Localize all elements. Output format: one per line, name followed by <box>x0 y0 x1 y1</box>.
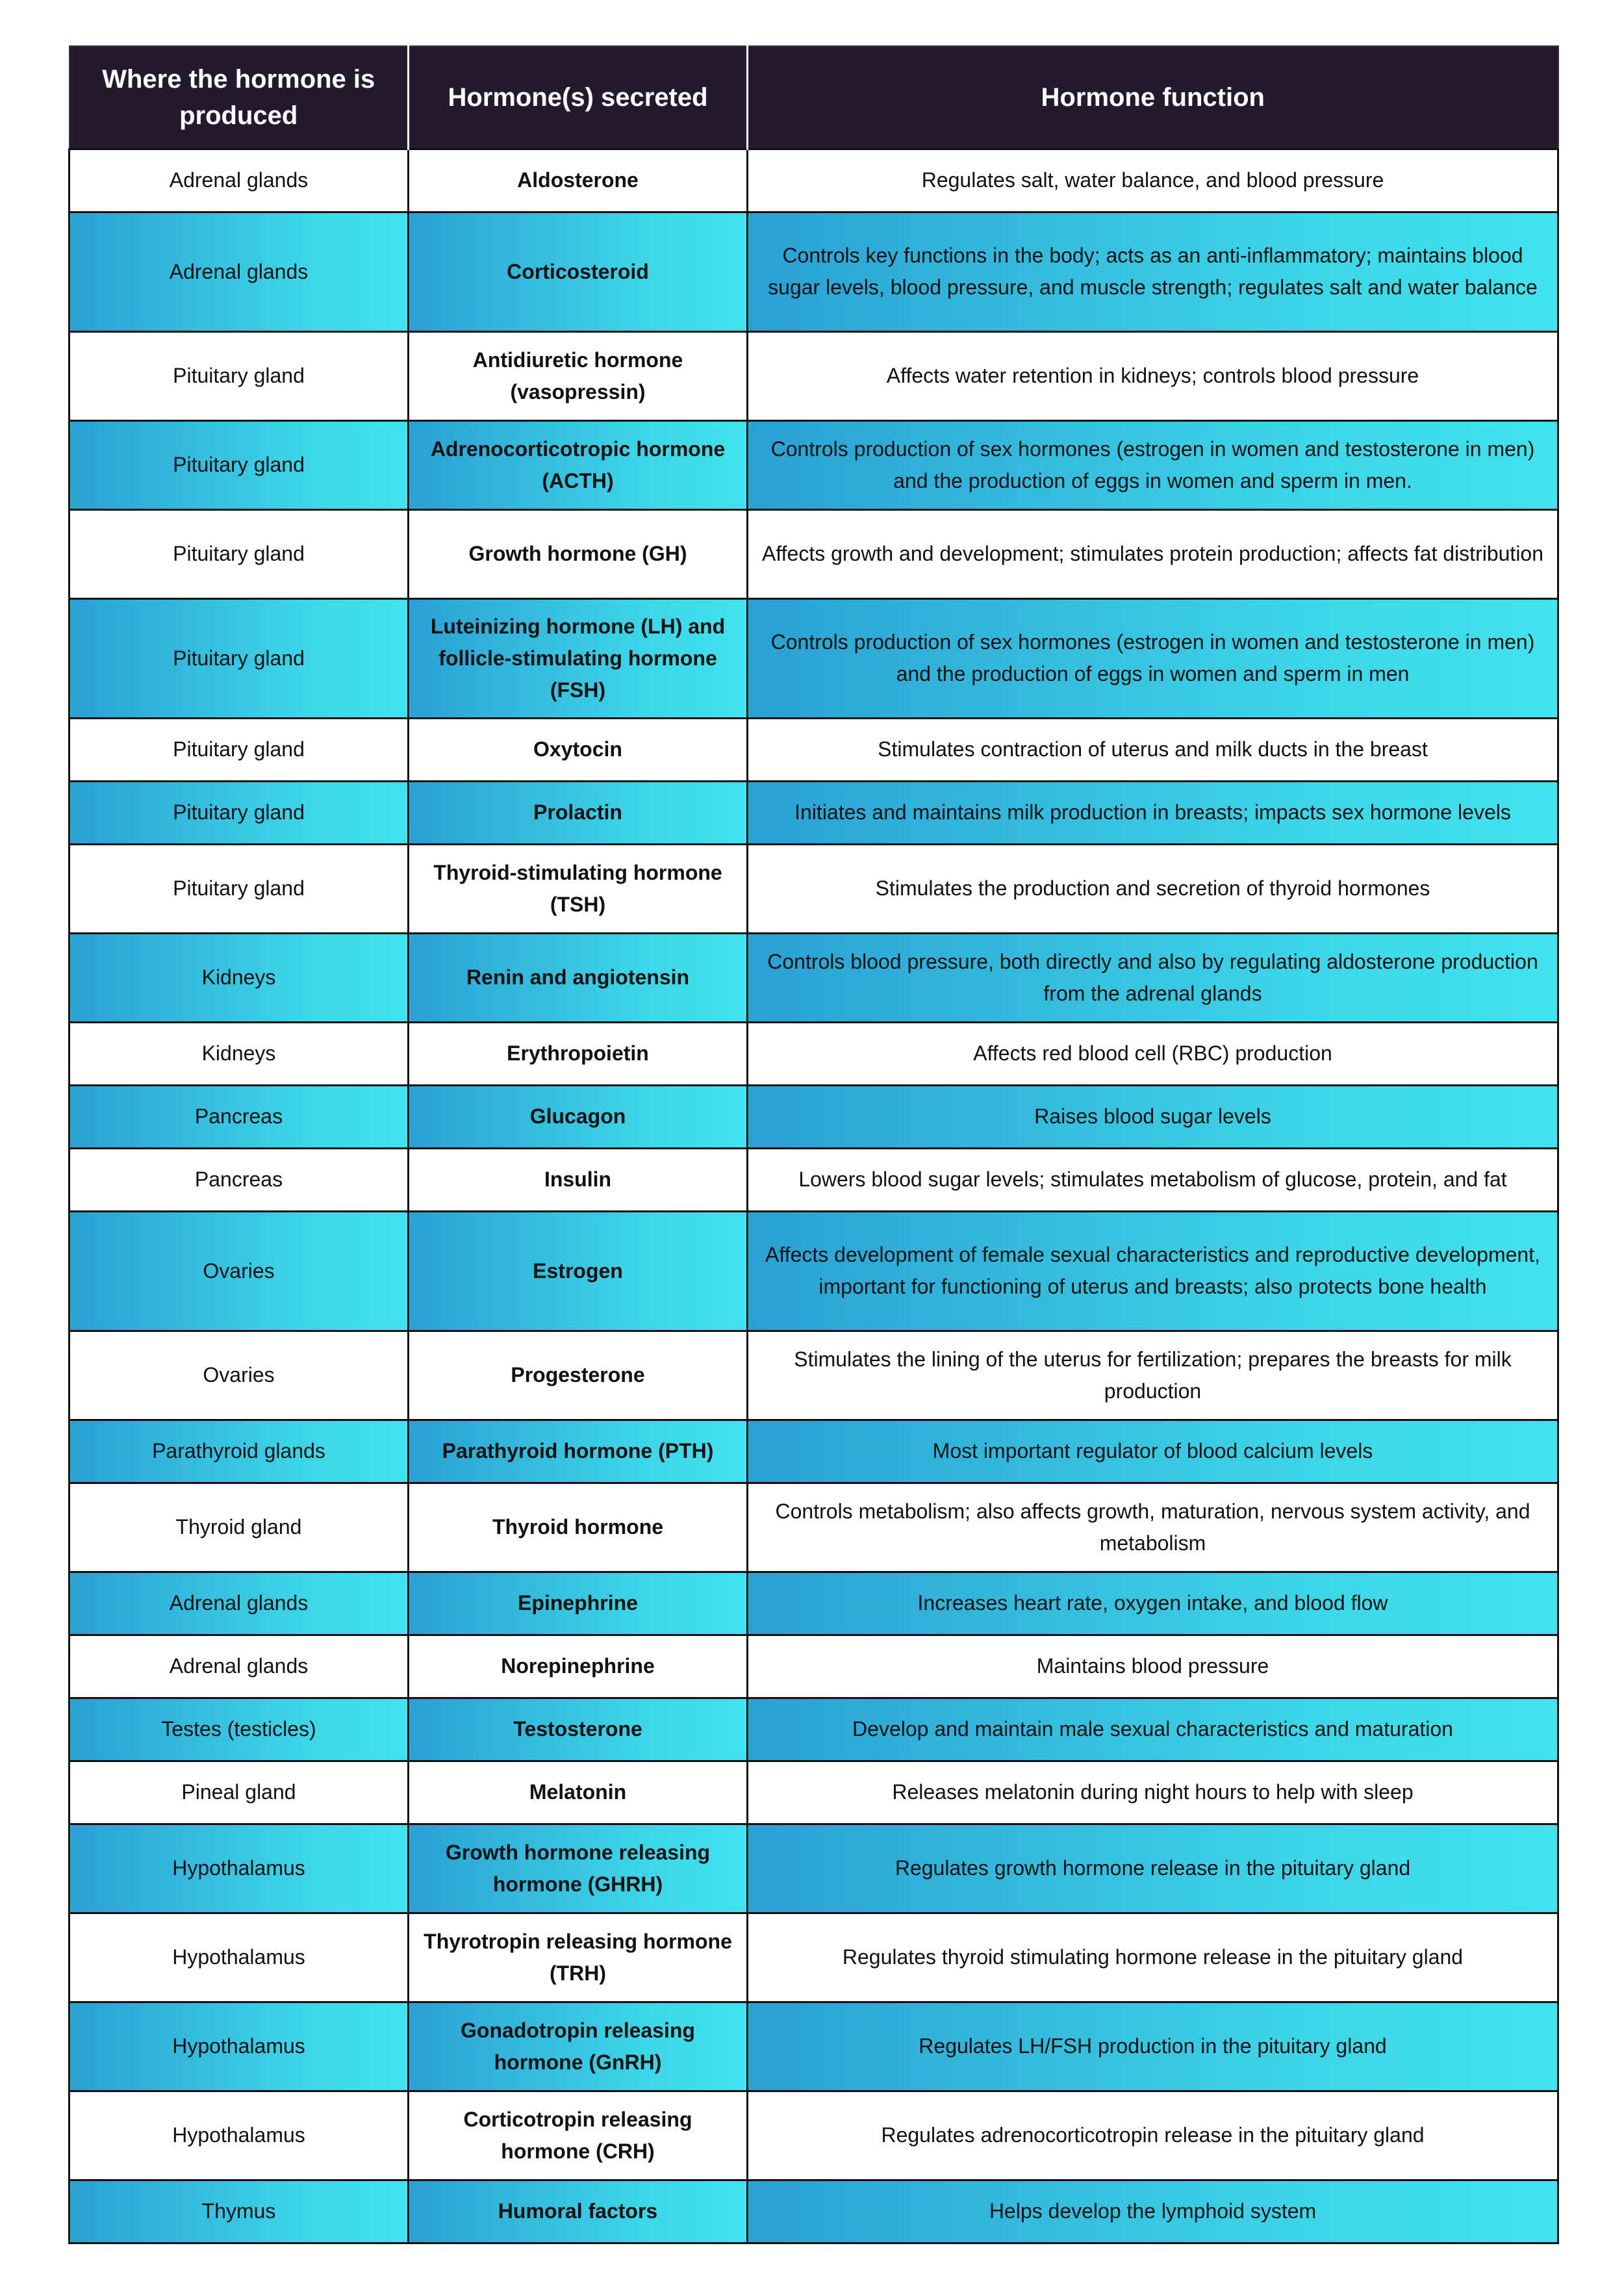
cell-hormone: Growth hormone releasing hormone (GHRH) <box>409 1824 748 1913</box>
table-row <box>70 1085 1558 1148</box>
cell-where: Pituitary gland <box>70 509 409 598</box>
cell-hormone: Norepinephrine <box>409 1635 748 1698</box>
cell-function: Raises blood sugar levels <box>748 1085 1558 1148</box>
cell-hormone: Melatonin <box>409 1761 748 1824</box>
cell-where: Hypothalamus <box>70 1824 409 1913</box>
cell-function: Stimulates the lining of the uterus for fertilization; prepares the breasts for milk production <box>748 1331 1558 1420</box>
cell-function: Lowers blood sugar levels; stimulates metabolism of glucose, protein, and fat <box>748 1148 1558 1211</box>
cell-where: Adrenal glands <box>70 1572 409 1635</box>
cell-function: Most important regulator of blood calcium levels <box>748 1420 1558 1483</box>
header-hormones-secreted: Hormone(s) secreted <box>409 46 748 149</box>
cell-where: Hypothalamus <box>70 2002 409 2091</box>
cell-hormone: Humoral factors <box>409 2180 748 2243</box>
table-row <box>70 420 1558 509</box>
cell-where: Pituitary gland <box>70 718 409 781</box>
cell-hormone: Oxytocin <box>409 718 748 781</box>
cell-hormone: Testosterone <box>409 1698 748 1761</box>
table-row <box>70 718 1558 781</box>
table-row <box>70 1824 1558 1913</box>
cell-function: Regulates growth hormone release in the pituitary gland <box>748 1824 1558 1913</box>
cell-function: Regulates adrenocorticotropin release in the pituitary gland <box>748 2091 1558 2180</box>
cell-hormone: Growth hormone (GH) <box>409 509 748 598</box>
table-row <box>70 1211 1558 1331</box>
cell-hormone: Gonadotropin releasing hormone (GnRH) <box>409 2002 748 2091</box>
hormone-table-container <box>68 45 1557 2244</box>
cell-function: Maintains blood pressure <box>748 1635 1558 1698</box>
cell-hormone: Progesterone <box>409 1331 748 1420</box>
table-row <box>70 844 1558 933</box>
cell-where: Testes (testicles) <box>70 1698 409 1761</box>
cell-hormone: Corticotropin releasing hormone (CRH) <box>409 2091 748 2180</box>
cell-hormone: Estrogen <box>409 1211 748 1331</box>
cell-hormone: Thyrotropin releasing hormone (TRH) <box>409 1913 748 2002</box>
cell-where: Adrenal glands <box>70 212 409 331</box>
cell-where: Hypothalamus <box>70 1913 409 2002</box>
table-header-row <box>70 46 1558 149</box>
cell-where: Pancreas <box>70 1148 409 1211</box>
cell-where: Adrenal glands <box>70 1635 409 1698</box>
cell-function: Releases melatonin during night hours to help with sleep <box>748 1761 1558 1824</box>
cell-function: Helps develop the lymphoid system <box>748 2180 1558 2243</box>
table-row <box>70 331 1558 420</box>
cell-where: Adrenal glands <box>70 149 409 212</box>
table-row <box>70 781 1558 844</box>
table-row <box>70 1022 1558 1085</box>
cell-where: Pituitary gland <box>70 598 409 718</box>
cell-hormone: Parathyroid hormone (PTH) <box>409 1420 748 1483</box>
cell-where: Thyroid gland <box>70 1483 409 1572</box>
cell-where: Parathyroid glands <box>70 1420 409 1483</box>
table-row <box>70 509 1558 598</box>
cell-function: Develop and maintain male sexual characteristics and maturation <box>748 1698 1558 1761</box>
cell-function: Controls key functions in the body; acts as an anti-inflammatory; maintains blood sugar levels, blood pressure, and muscle strength; regulates salt and water balance <box>748 212 1558 331</box>
cell-hormone: Prolactin <box>409 781 748 844</box>
cell-function: Affects growth and development; stimulates protein production; affects fat distribution <box>748 509 1558 598</box>
cell-function: Controls production of sex hormones (estrogen in women and testosterone in men) and the production of eggs in women and sperm in men <box>748 598 1558 718</box>
cell-where: Pituitary gland <box>70 844 409 933</box>
cell-where: Thymus <box>70 2180 409 2243</box>
table-row <box>70 2002 1558 2091</box>
header-where-produced: Where the hormone is produced <box>70 46 409 149</box>
cell-hormone: Adrenocorticotropic hormone (ACTH) <box>409 420 748 509</box>
cell-where: Kidneys <box>70 933 409 1022</box>
cell-function: Controls blood pressure, both directly and also by regulating aldosterone production from the adrenal glands <box>748 933 1558 1022</box>
cell-where: Pancreas <box>70 1085 409 1148</box>
cell-function: Increases heart rate, oxygen intake, and blood flow <box>748 1572 1558 1635</box>
table-row <box>70 1635 1558 1698</box>
header-hormone-function: Hormone function <box>748 46 1558 149</box>
table-row <box>70 1572 1558 1635</box>
cell-hormone: Luteinizing hormone (LH) and follicle-stimulating hormone (FSH) <box>409 598 748 718</box>
table-row <box>70 1761 1558 1824</box>
cell-hormone: Insulin <box>409 1148 748 1211</box>
cell-where: Ovaries <box>70 1211 409 1331</box>
hormone-table <box>68 45 1559 2244</box>
cell-function: Initiates and maintains milk production in breasts; impacts sex hormone levels <box>748 781 1558 844</box>
cell-function: Regulates thyroid stimulating hormone release in the pituitary gland <box>748 1913 1558 2002</box>
cell-function: Stimulates the production and secretion of thyroid hormones <box>748 844 1558 933</box>
cell-where: Ovaries <box>70 1331 409 1420</box>
table-row <box>70 1148 1558 1211</box>
cell-hormone: Erythropoietin <box>409 1022 748 1085</box>
table-row <box>70 2180 1558 2243</box>
cell-function: Controls production of sex hormones (estrogen in women and testosterone in men) and the production of eggs in women and sperm in men. <box>748 420 1558 509</box>
cell-function: Controls metabolism; also affects growth, maturation, nervous system activity, and metabolism <box>748 1483 1558 1572</box>
table-row <box>70 1420 1558 1483</box>
cell-where: Pituitary gland <box>70 420 409 509</box>
cell-where: Hypothalamus <box>70 2091 409 2180</box>
cell-hormone: Antidiuretic hormone (vasopressin) <box>409 331 748 420</box>
table-row <box>70 1331 1558 1420</box>
cell-hormone: Corticosteroid <box>409 212 748 331</box>
cell-function: Regulates LH/FSH production in the pituitary gland <box>748 2002 1558 2091</box>
cell-where: Pituitary gland <box>70 781 409 844</box>
cell-hormone: Glucagon <box>409 1085 748 1148</box>
cell-where: Pineal gland <box>70 1761 409 1824</box>
table-row <box>70 1698 1558 1761</box>
cell-function: Affects water retention in kidneys; controls blood pressure <box>748 331 1558 420</box>
table-row <box>70 933 1558 1022</box>
table-row <box>70 149 1558 212</box>
cell-hormone: Thyroid hormone <box>409 1483 748 1572</box>
cell-where: Pituitary gland <box>70 331 409 420</box>
table-row <box>70 1483 1558 1572</box>
cell-hormone: Renin and angiotensin <box>409 933 748 1022</box>
cell-hormone: Aldosterone <box>409 149 748 212</box>
cell-function: Affects development of female sexual characteristics and reproductive development, important for functioning of uterus and breasts; also protects bone health <box>748 1211 1558 1331</box>
table-row <box>70 212 1558 331</box>
cell-function: Affects red blood cell (RBC) production <box>748 1022 1558 1085</box>
cell-where: Kidneys <box>70 1022 409 1085</box>
table-row <box>70 1913 1558 2002</box>
table-row <box>70 2091 1558 2180</box>
cell-function: Regulates salt, water balance, and blood pressure <box>748 149 1558 212</box>
table-row <box>70 598 1558 718</box>
cell-function: Stimulates contraction of uterus and milk ducts in the breast <box>748 718 1558 781</box>
cell-hormone: Epinephrine <box>409 1572 748 1635</box>
cell-hormone: Thyroid-stimulating hormone (TSH) <box>409 844 748 933</box>
